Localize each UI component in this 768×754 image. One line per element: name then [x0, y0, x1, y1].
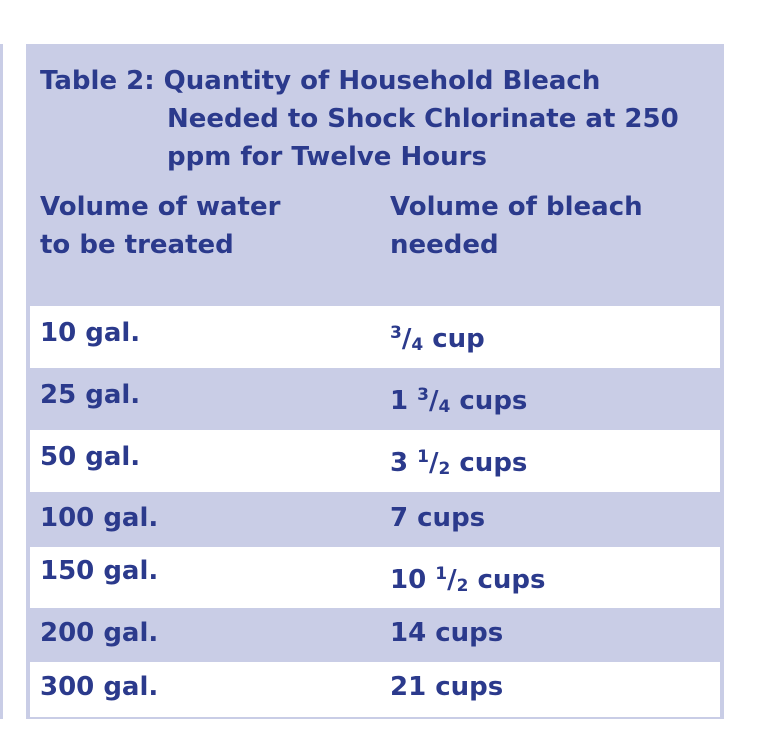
table-row [30, 547, 720, 608]
table-row [30, 306, 720, 368]
water-volume-cell: 10 gal. [40, 318, 141, 348]
bleach-amount-cell: 10 $^1/_2$ cups [390, 564, 546, 596]
bleach-amount-cell: 14 cups [390, 618, 504, 648]
table-title-line-3: ppm for Twelve Hours [167, 142, 487, 172]
table-row [30, 662, 720, 717]
table-row [30, 430, 720, 492]
table-row [30, 608, 720, 662]
table-title-line-2: Needed to Shock Chlorinate at 250 [167, 104, 679, 134]
water-volume-cell: 150 gal. [40, 556, 159, 586]
column-header-water-line-1: Volume of water [40, 192, 281, 222]
table-title [40, 62, 679, 176]
table-row [30, 368, 720, 430]
fraction-denominator: 4 [438, 397, 451, 417]
column-header-water [40, 188, 280, 264]
table-title-line-1: Table 2: Quantity of Household Bleach [40, 66, 601, 96]
bleach-unit: cups [450, 448, 528, 478]
water-volume-cell: 300 gal. [40, 672, 159, 702]
bleach-unit: cups [450, 386, 528, 416]
bleach-amount-cell: 3 $^1/_2$ cups [390, 447, 528, 479]
water-volume-cell: 50 gal. [40, 442, 141, 472]
bleach-whole: 1 [390, 386, 418, 416]
bleach-whole: 3 [390, 448, 418, 478]
left-margin-rule [0, 44, 3, 719]
fraction-denominator: 2 [438, 459, 451, 479]
fraction-numerator: 1 [435, 564, 448, 584]
table-row [30, 492, 720, 547]
bleach-amount-cell: 21 cups [390, 672, 504, 702]
fraction-numerator: 3 [390, 323, 402, 343]
bleach-unit: cups [468, 565, 546, 595]
table-body [30, 306, 720, 717]
bleach-unit: cup [423, 324, 485, 354]
water-volume-cell: 200 gal. [40, 618, 159, 648]
bleach-table [26, 44, 724, 719]
bleach-amount-cell: $^3/_4$ cup [390, 323, 485, 355]
column-header-bleach-line-2: needed [390, 230, 499, 260]
bleach-amount-cell: 1 $^3/_4$ cups [390, 385, 528, 417]
bleach-amount-cell: 7 cups [390, 503, 486, 533]
fraction-numerator: 1 [417, 447, 429, 467]
column-header-bleach-line-1: Volume of bleach [390, 192, 643, 222]
column-header-water-line-2: to be treated [40, 230, 234, 260]
water-volume-cell: 25 gal. [40, 380, 141, 410]
column-header-bleach [390, 188, 643, 264]
fraction-numerator: 3 [417, 385, 429, 405]
bleach-whole: 10 [390, 565, 436, 595]
water-volume-cell: 100 gal. [40, 503, 159, 533]
fraction-denominator: 2 [456, 576, 469, 596]
fraction-denominator: 4 [411, 335, 424, 355]
